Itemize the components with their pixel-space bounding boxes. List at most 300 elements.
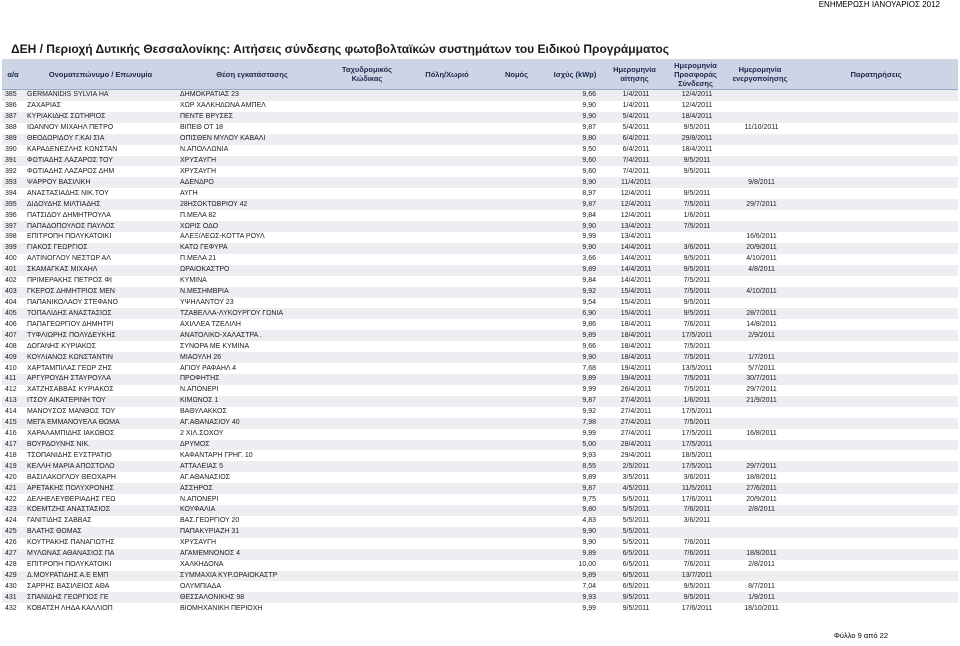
table-row bbox=[2, 592, 958, 603]
cell-remarks bbox=[794, 571, 958, 582]
cell-activation-date bbox=[726, 112, 794, 123]
cell-name: Δ.ΜΟΥΡΑΤΙΔΗΣ Α.Ε ΕΜΠ bbox=[24, 571, 177, 582]
cell-activation-date: 18/8/2011 bbox=[726, 472, 794, 483]
cell-activation-date bbox=[726, 418, 794, 429]
cell-power: 9,54 bbox=[546, 298, 604, 309]
cell-name: ΒΛΑΤΗΣ ΘΩΜΑΣ bbox=[24, 527, 177, 538]
cell-activation-date: 1/9/2011 bbox=[726, 592, 794, 603]
cell-aa: 407 bbox=[2, 330, 24, 341]
cell-name: ΦΩΤΙΑΔΗΣ ΛΑΖΑΡΟΣ ΔΗΜ bbox=[24, 166, 177, 177]
cell-city bbox=[407, 581, 487, 592]
table-row bbox=[2, 123, 958, 134]
cell-application-date: 11/4/2011 bbox=[604, 177, 665, 188]
col-header-location: Θέση εγκατάστασης bbox=[177, 59, 327, 90]
cell-postal-code bbox=[327, 101, 407, 112]
cell-offer-date: 7/6/2011 bbox=[665, 538, 726, 549]
cell-application-date: 27/4/2011 bbox=[604, 418, 665, 429]
cell-city bbox=[407, 363, 487, 374]
cell-postal-code bbox=[327, 461, 407, 472]
cell-city bbox=[407, 156, 487, 167]
page-title: ΔΕΗ / Περιοχή Δυτικής Θεσσαλονίκης: Αιτήσεις σύνδεσης φωτοβολταϊκών συστημάτων του Ειδικού Προγράμματος bbox=[11, 42, 669, 56]
cell-application-date: 6/5/2011 bbox=[604, 560, 665, 571]
cell-postal-code bbox=[327, 440, 407, 451]
cell-postal-code bbox=[327, 232, 407, 243]
cell-application-date: 27/4/2011 bbox=[604, 429, 665, 440]
cell-location: ΧΡΥΣΑΥΓΗ bbox=[177, 156, 327, 167]
cell-activation-date: 2/8/2011 bbox=[726, 505, 794, 516]
col-header-aa: α/α bbox=[2, 59, 24, 90]
cell-offer-date: 9/5/2011 bbox=[665, 265, 726, 276]
cell-power: 9,66 bbox=[546, 341, 604, 352]
cell-location: Ν.ΑΠΟΛΛΩΝΙΑ bbox=[177, 145, 327, 156]
cell-activation-date bbox=[726, 516, 794, 527]
table-row bbox=[2, 287, 958, 298]
cell-city bbox=[407, 221, 487, 232]
cell-power: 9,75 bbox=[546, 494, 604, 505]
cell-offer-date: 29/8/2011 bbox=[665, 134, 726, 145]
cell-offer-date: 7/6/2011 bbox=[665, 560, 726, 571]
cell-application-date: 27/4/2011 bbox=[604, 407, 665, 418]
cell-postal-code bbox=[327, 166, 407, 177]
table-row bbox=[2, 396, 958, 407]
cell-prefecture bbox=[487, 156, 546, 167]
cell-power: 9,89 bbox=[546, 472, 604, 483]
cell-location: ΑΛΕΞ/ΛΕΩΣ-ΚΟΤΤΑ ΡΟΥΛ bbox=[177, 232, 327, 243]
cell-aa: 392 bbox=[2, 166, 24, 177]
cell-power: 9,99 bbox=[546, 603, 604, 614]
cell-remarks bbox=[794, 516, 958, 527]
cell-power: 9,92 bbox=[546, 287, 604, 298]
cell-remarks bbox=[794, 560, 958, 571]
cell-prefecture bbox=[487, 112, 546, 123]
cell-prefecture bbox=[487, 330, 546, 341]
cell-offer-date: 9/5/2011 bbox=[665, 592, 726, 603]
cell-name: ΔΟΓΑΝΗΣ ΚΥΡΙΑΚΟΣ bbox=[24, 341, 177, 352]
cell-activation-date bbox=[726, 538, 794, 549]
cell-offer-date: 3/6/2011 bbox=[665, 243, 726, 254]
cell-name: ΠΑΠΑΓΕΩΡΓΙΟΥ ΔΗΜΗΤΡΙ bbox=[24, 319, 177, 330]
cell-application-date: 15/4/2011 bbox=[604, 287, 665, 298]
cell-application-date: 27/4/2011 bbox=[604, 396, 665, 407]
cell-prefecture bbox=[487, 450, 546, 461]
table-row bbox=[2, 188, 958, 199]
cell-application-date: 4/5/2011 bbox=[604, 483, 665, 494]
cell-city bbox=[407, 265, 487, 276]
cell-aa: 410 bbox=[2, 363, 24, 374]
cell-power: 9,87 bbox=[546, 123, 604, 134]
cell-power: 6,90 bbox=[546, 308, 604, 319]
table-row bbox=[2, 341, 958, 352]
cell-postal-code bbox=[327, 363, 407, 374]
cell-city bbox=[407, 527, 487, 538]
cell-aa: 414 bbox=[2, 407, 24, 418]
cell-activation-date bbox=[726, 145, 794, 156]
cell-prefecture bbox=[487, 527, 546, 538]
table-row bbox=[2, 560, 958, 571]
cell-name: ΑΝΑΣΤΑΣΙΑΔΗΣ ΝΙΚ.ΤΟΥ bbox=[24, 188, 177, 199]
cell-activation-date: 9/8/2011 bbox=[726, 177, 794, 188]
cell-postal-code bbox=[327, 429, 407, 440]
cell-location: 2 ΧΙΛ.ΣΟΧΟΥ bbox=[177, 429, 327, 440]
cell-postal-code bbox=[327, 341, 407, 352]
cell-aa: 426 bbox=[2, 538, 24, 549]
cell-power: 9,87 bbox=[546, 396, 604, 407]
cell-offer-date: 13/7/2011 bbox=[665, 571, 726, 582]
cell-name: ΓΙΑΚΟΣ ΓΕΩΡΓΙΟΣ bbox=[24, 243, 177, 254]
cell-offer-date: 9/5/2011 bbox=[665, 123, 726, 134]
cell-aa: 385 bbox=[2, 90, 24, 101]
cell-remarks bbox=[794, 472, 958, 483]
cell-application-date: 2/5/2011 bbox=[604, 461, 665, 472]
cell-remarks bbox=[794, 429, 958, 440]
cell-application-date: 6/4/2011 bbox=[604, 145, 665, 156]
cell-postal-code bbox=[327, 308, 407, 319]
cell-activation-date bbox=[726, 276, 794, 287]
cell-remarks bbox=[794, 188, 958, 199]
cell-application-date: 14/4/2011 bbox=[604, 265, 665, 276]
cell-aa: 423 bbox=[2, 505, 24, 516]
col-header-activation-date: Ημερομηνία ενεργοποίησης bbox=[726, 59, 794, 90]
table-row bbox=[2, 199, 958, 210]
cell-postal-code bbox=[327, 374, 407, 385]
table-row bbox=[2, 440, 958, 451]
cell-power: 9,90 bbox=[546, 527, 604, 538]
cell-aa: 390 bbox=[2, 145, 24, 156]
cell-prefecture bbox=[487, 429, 546, 440]
cell-offer-date: 9/5/2011 bbox=[665, 156, 726, 167]
cell-postal-code bbox=[327, 538, 407, 549]
cell-postal-code bbox=[327, 571, 407, 582]
cell-power: 9,90 bbox=[546, 243, 604, 254]
cell-city bbox=[407, 494, 487, 505]
cell-power: 9,90 bbox=[546, 177, 604, 188]
cell-activation-date bbox=[726, 166, 794, 177]
cell-remarks bbox=[794, 527, 958, 538]
cell-application-date: 5/4/2011 bbox=[604, 123, 665, 134]
cell-remarks bbox=[794, 363, 958, 374]
cell-prefecture bbox=[487, 341, 546, 352]
cell-application-date: 5/5/2011 bbox=[604, 538, 665, 549]
cell-offer-date: 7/5/2011 bbox=[665, 287, 726, 298]
cell-city bbox=[407, 123, 487, 134]
cell-power: 9,60 bbox=[546, 166, 604, 177]
cell-application-date: 6/5/2011 bbox=[604, 549, 665, 560]
cell-power: 9,89 bbox=[546, 571, 604, 582]
cell-name: ΕΠΙΤΡΟΠΗ ΠΟΛΥΚΑΤΟΙΚΙ bbox=[24, 232, 177, 243]
table-row bbox=[2, 265, 958, 276]
cell-location: ΜΙΑΟΥΛΗ 26 bbox=[177, 352, 327, 363]
cell-aa: 413 bbox=[2, 396, 24, 407]
cell-name: ΤΥΦΛΙΩΡΗΣ ΠΟΛΥΔΕΥΚΗΣ bbox=[24, 330, 177, 341]
cell-remarks bbox=[794, 396, 958, 407]
cell-application-date: 6/4/2011 bbox=[604, 134, 665, 145]
cell-location: Ν.ΜΕΣΗΜΒΡΙΑ bbox=[177, 287, 327, 298]
cell-activation-date: 11/10/2011 bbox=[726, 123, 794, 134]
cell-application-date: 14/4/2011 bbox=[604, 243, 665, 254]
cell-power: 9,93 bbox=[546, 592, 604, 603]
cell-postal-code bbox=[327, 396, 407, 407]
cell-application-date: 18/4/2011 bbox=[604, 319, 665, 330]
cell-name: ΘΕΟΔΩΡΙΔΟΥ Γ.ΚΑΙ ΣΙΑ bbox=[24, 134, 177, 145]
cell-name: ΑΡΓΥΡΟΥΔΗ ΣΤΑΥΡΟΥΛΑ bbox=[24, 374, 177, 385]
cell-name: ΦΩΤΙΑΔΗΣ ΛΑΖΑΡΟΣ ΤΟΥ bbox=[24, 156, 177, 167]
cell-name: ΣΚΑΜΑΓΚΑΣ ΜΙΧΑΗΛ bbox=[24, 265, 177, 276]
cell-city bbox=[407, 571, 487, 582]
cell-city bbox=[407, 210, 487, 221]
cell-power: 9,87 bbox=[546, 199, 604, 210]
cell-activation-date: 21/9/2011 bbox=[726, 396, 794, 407]
cell-location: ΟΠΙΣΘΕΝ ΜΥΛΟΥ ΚΑΒΑΛΙ bbox=[177, 134, 327, 145]
cell-postal-code bbox=[327, 483, 407, 494]
cell-offer-date bbox=[665, 177, 726, 188]
cell-name: ΧΑΡΑΛΑΜΠΙΔΗΣ ΙΑΚΩΒΟΣ bbox=[24, 429, 177, 440]
cell-application-date: 7/4/2011 bbox=[604, 156, 665, 167]
cell-aa: 401 bbox=[2, 265, 24, 276]
cell-aa: 412 bbox=[2, 385, 24, 396]
cell-location: ΑΓ.ΑΘΑΝΑΣΙΟΣ bbox=[177, 472, 327, 483]
cell-application-date: 18/4/2011 bbox=[604, 352, 665, 363]
cell-name: ΓΑΝΙΤΙΔΗΣ ΣΑΒΒΑΣ bbox=[24, 516, 177, 527]
cell-aa: 386 bbox=[2, 101, 24, 112]
cell-application-date: 5/5/2011 bbox=[604, 505, 665, 516]
cell-activation-date: 2/9/2011 bbox=[726, 330, 794, 341]
cell-power: 9,90 bbox=[546, 538, 604, 549]
table-row bbox=[2, 145, 958, 156]
cell-postal-code bbox=[327, 472, 407, 483]
cell-city bbox=[407, 90, 487, 101]
cell-location: ΠΑΠΑΚΥΡΙΑΖΗ 31 bbox=[177, 527, 327, 538]
cell-power: 9,89 bbox=[546, 374, 604, 385]
cell-prefecture bbox=[487, 123, 546, 134]
col-header-application-date: Ημερομηνία αίτησης bbox=[604, 59, 665, 90]
cell-postal-code bbox=[327, 254, 407, 265]
table-row bbox=[2, 221, 958, 232]
cell-activation-date: 2/8/2011 bbox=[726, 560, 794, 571]
cell-remarks bbox=[794, 123, 958, 134]
cell-activation-date: 5/7/2011 bbox=[726, 363, 794, 374]
cell-location: ΑΣΣΗΡΟΣ bbox=[177, 483, 327, 494]
cell-offer-date: 18/4/2011 bbox=[665, 145, 726, 156]
cell-activation-date: 18/10/2011 bbox=[726, 603, 794, 614]
table-row bbox=[2, 418, 958, 429]
cell-activation-date bbox=[726, 571, 794, 582]
cell-remarks bbox=[794, 298, 958, 309]
cell-offer-date: 7/5/2011 bbox=[665, 418, 726, 429]
cell-offer-date: 18/4/2011 bbox=[665, 112, 726, 123]
cell-city bbox=[407, 483, 487, 494]
cell-aa: 411 bbox=[2, 374, 24, 385]
table-row bbox=[2, 134, 958, 145]
cell-aa: 422 bbox=[2, 494, 24, 505]
cell-aa: 393 bbox=[2, 177, 24, 188]
cell-city bbox=[407, 287, 487, 298]
cell-offer-date: 17/5/2011 bbox=[665, 407, 726, 418]
cell-prefecture bbox=[487, 461, 546, 472]
cell-name: ΠΑΠΑΝΙΚΟΛΑΟΥ ΣΤΕΦΑΝΟ bbox=[24, 298, 177, 309]
cell-prefecture bbox=[487, 276, 546, 287]
cell-power: 7,68 bbox=[546, 363, 604, 374]
cell-prefecture bbox=[487, 101, 546, 112]
col-header-remarks: Παρατηρήσεις bbox=[794, 59, 958, 90]
cell-city bbox=[407, 330, 487, 341]
cell-application-date: 9/5/2011 bbox=[604, 592, 665, 603]
table-row bbox=[2, 581, 958, 592]
cell-remarks bbox=[794, 265, 958, 276]
cell-postal-code bbox=[327, 560, 407, 571]
cell-offer-date: 7/5/2011 bbox=[665, 374, 726, 385]
cell-power: 5,00 bbox=[546, 440, 604, 451]
cell-name: ΑΡΕΤΑΚΗΣ ΠΟΛΥΧΡΟΝΗΣ bbox=[24, 483, 177, 494]
cell-city bbox=[407, 603, 487, 614]
cell-offer-date: 7/5/2011 bbox=[665, 341, 726, 352]
cell-offer-date: 9/5/2011 bbox=[665, 188, 726, 199]
cell-location: ΥΨΗΛΑΝΤΟΥ 23 bbox=[177, 298, 327, 309]
cell-aa: 408 bbox=[2, 341, 24, 352]
cell-city bbox=[407, 440, 487, 451]
cell-power: 9,80 bbox=[546, 134, 604, 145]
table-row bbox=[2, 112, 958, 123]
cell-postal-code bbox=[327, 199, 407, 210]
cell-offer-date: 11/5/2011 bbox=[665, 483, 726, 494]
cell-application-date: 15/4/2011 bbox=[604, 298, 665, 309]
col-header-name: Ονοματεπώνυμο / Επωνυμία bbox=[24, 59, 177, 90]
cell-activation-date bbox=[726, 101, 794, 112]
table-row bbox=[2, 156, 958, 167]
cell-application-date: 3/5/2011 bbox=[604, 472, 665, 483]
cell-city bbox=[407, 505, 487, 516]
cell-application-date: 18/4/2011 bbox=[604, 330, 665, 341]
cell-remarks bbox=[794, 385, 958, 396]
cell-offer-date: 7/5/2011 bbox=[665, 221, 726, 232]
cell-remarks bbox=[794, 592, 958, 603]
cell-city bbox=[407, 450, 487, 461]
cell-prefecture bbox=[487, 243, 546, 254]
cell-aa: 418 bbox=[2, 450, 24, 461]
cell-activation-date bbox=[726, 298, 794, 309]
cell-application-date: 19/4/2011 bbox=[604, 374, 665, 385]
table-row bbox=[2, 101, 958, 112]
cell-city bbox=[407, 418, 487, 429]
cell-name: ΜΕΓΑ ΕΜΜΑΝΟΥΕΛΑ ΘΩΜΑ bbox=[24, 418, 177, 429]
table-row bbox=[2, 494, 958, 505]
cell-location: ΑΥΓΗ bbox=[177, 188, 327, 199]
cell-power: 9,89 bbox=[546, 265, 604, 276]
cell-city bbox=[407, 560, 487, 571]
cell-power: 10,00 bbox=[546, 560, 604, 571]
cell-location: Π.ΜΕΛΑ 21 bbox=[177, 254, 327, 265]
cell-prefecture bbox=[487, 134, 546, 145]
cell-application-date: 12/4/2011 bbox=[604, 199, 665, 210]
cell-location: ΧΡΥΣΑΥΓΗ bbox=[177, 538, 327, 549]
cell-postal-code bbox=[327, 418, 407, 429]
cell-city bbox=[407, 341, 487, 352]
cell-power: 9,66 bbox=[546, 90, 604, 101]
cell-remarks bbox=[794, 221, 958, 232]
cell-location: ΔΗΜΟΚΡΑΤΙΑΣ 23 bbox=[177, 90, 327, 101]
cell-prefecture bbox=[487, 483, 546, 494]
cell-prefecture bbox=[487, 385, 546, 396]
cell-postal-code bbox=[327, 330, 407, 341]
cell-application-date: 12/4/2011 bbox=[604, 210, 665, 221]
cell-power: 9,99 bbox=[546, 232, 604, 243]
cell-application-date: 5/5/2011 bbox=[604, 494, 665, 505]
cell-postal-code bbox=[327, 188, 407, 199]
cell-power: 9,90 bbox=[546, 221, 604, 232]
cell-remarks bbox=[794, 243, 958, 254]
cell-prefecture bbox=[487, 287, 546, 298]
cell-aa: 419 bbox=[2, 461, 24, 472]
cell-prefecture bbox=[487, 516, 546, 527]
cell-name: ΑΛΤΙΝΟΓΛΟΥ ΝΕΣΤΩΡ ΑΛ bbox=[24, 254, 177, 265]
cell-prefecture bbox=[487, 177, 546, 188]
cell-city bbox=[407, 516, 487, 527]
table-row bbox=[2, 90, 958, 101]
cell-remarks bbox=[794, 374, 958, 385]
cell-application-date: 9/5/2011 bbox=[604, 603, 665, 614]
cell-offer-date: 7/5/2011 bbox=[665, 276, 726, 287]
cell-city bbox=[407, 385, 487, 396]
cell-remarks bbox=[794, 341, 958, 352]
cell-aa: 403 bbox=[2, 287, 24, 298]
cell-name: ΓΚΕΡΟΣ ΔΗΜΗΤΡΙΟΣ ΜΕΝ bbox=[24, 287, 177, 298]
cell-postal-code bbox=[327, 319, 407, 330]
cell-name: ΚΟΕΜΤΖΗΣ ΑΝΑΣΤΑΣΙΟΣ bbox=[24, 505, 177, 516]
cell-postal-code bbox=[327, 505, 407, 516]
cell-activation-date bbox=[726, 341, 794, 352]
table-row bbox=[2, 319, 958, 330]
cell-name: ΖΑΧΑΡΙΑΣ bbox=[24, 101, 177, 112]
table-row bbox=[2, 298, 958, 309]
cell-activation-date bbox=[726, 407, 794, 418]
cell-aa: 391 bbox=[2, 156, 24, 167]
cell-location: ΣΥΝΟΡΑ ΜΕ ΚΥΜΙΝΑ bbox=[177, 341, 327, 352]
table-row bbox=[2, 483, 958, 494]
cell-aa: 427 bbox=[2, 549, 24, 560]
cell-aa: 415 bbox=[2, 418, 24, 429]
cell-postal-code bbox=[327, 592, 407, 603]
cell-city bbox=[407, 243, 487, 254]
cell-application-date: 14/4/2011 bbox=[604, 254, 665, 265]
cell-aa: 416 bbox=[2, 429, 24, 440]
cell-postal-code bbox=[327, 298, 407, 309]
cell-application-date: 18/4/2011 bbox=[604, 341, 665, 352]
cell-activation-date: 29/7/2011 bbox=[726, 199, 794, 210]
cell-remarks bbox=[794, 101, 958, 112]
cell-location: ΔΡΥΜΟΣ bbox=[177, 440, 327, 451]
cell-location: ΚΑΤΩ ΓΕΦΥΡΑ bbox=[177, 243, 327, 254]
cell-location: ΠΡΟΦΗΤΗΣ bbox=[177, 374, 327, 385]
cell-power: 9,60 bbox=[546, 156, 604, 167]
cell-offer-date: 7/5/2011 bbox=[665, 385, 726, 396]
table-row bbox=[2, 210, 958, 221]
cell-postal-code bbox=[327, 450, 407, 461]
cell-activation-date: 18/8/2011 bbox=[726, 549, 794, 560]
cell-prefecture bbox=[487, 581, 546, 592]
cell-postal-code bbox=[327, 221, 407, 232]
table-row bbox=[2, 352, 958, 363]
cell-city bbox=[407, 352, 487, 363]
cell-city bbox=[407, 472, 487, 483]
cell-name: ΚΟΥΤΡΑΚΗΣ ΠΑΝΑΓΙΩΤΗΣ bbox=[24, 538, 177, 549]
cell-postal-code bbox=[327, 145, 407, 156]
cell-postal-code bbox=[327, 243, 407, 254]
cell-offer-date: 17/5/2011 bbox=[665, 330, 726, 341]
cell-name: ΕΠΙΤΡΟΠΗ ΠΟΛΥΚΑΤΟΙΚΙ bbox=[24, 560, 177, 571]
cell-name: ΚΥΡΙΑΚΙΔΗΣ ΣΩΤΗΡΙΟΣ bbox=[24, 112, 177, 123]
cell-city bbox=[407, 374, 487, 385]
cell-city bbox=[407, 101, 487, 112]
col-header-prefecture: Νομός bbox=[487, 59, 546, 90]
